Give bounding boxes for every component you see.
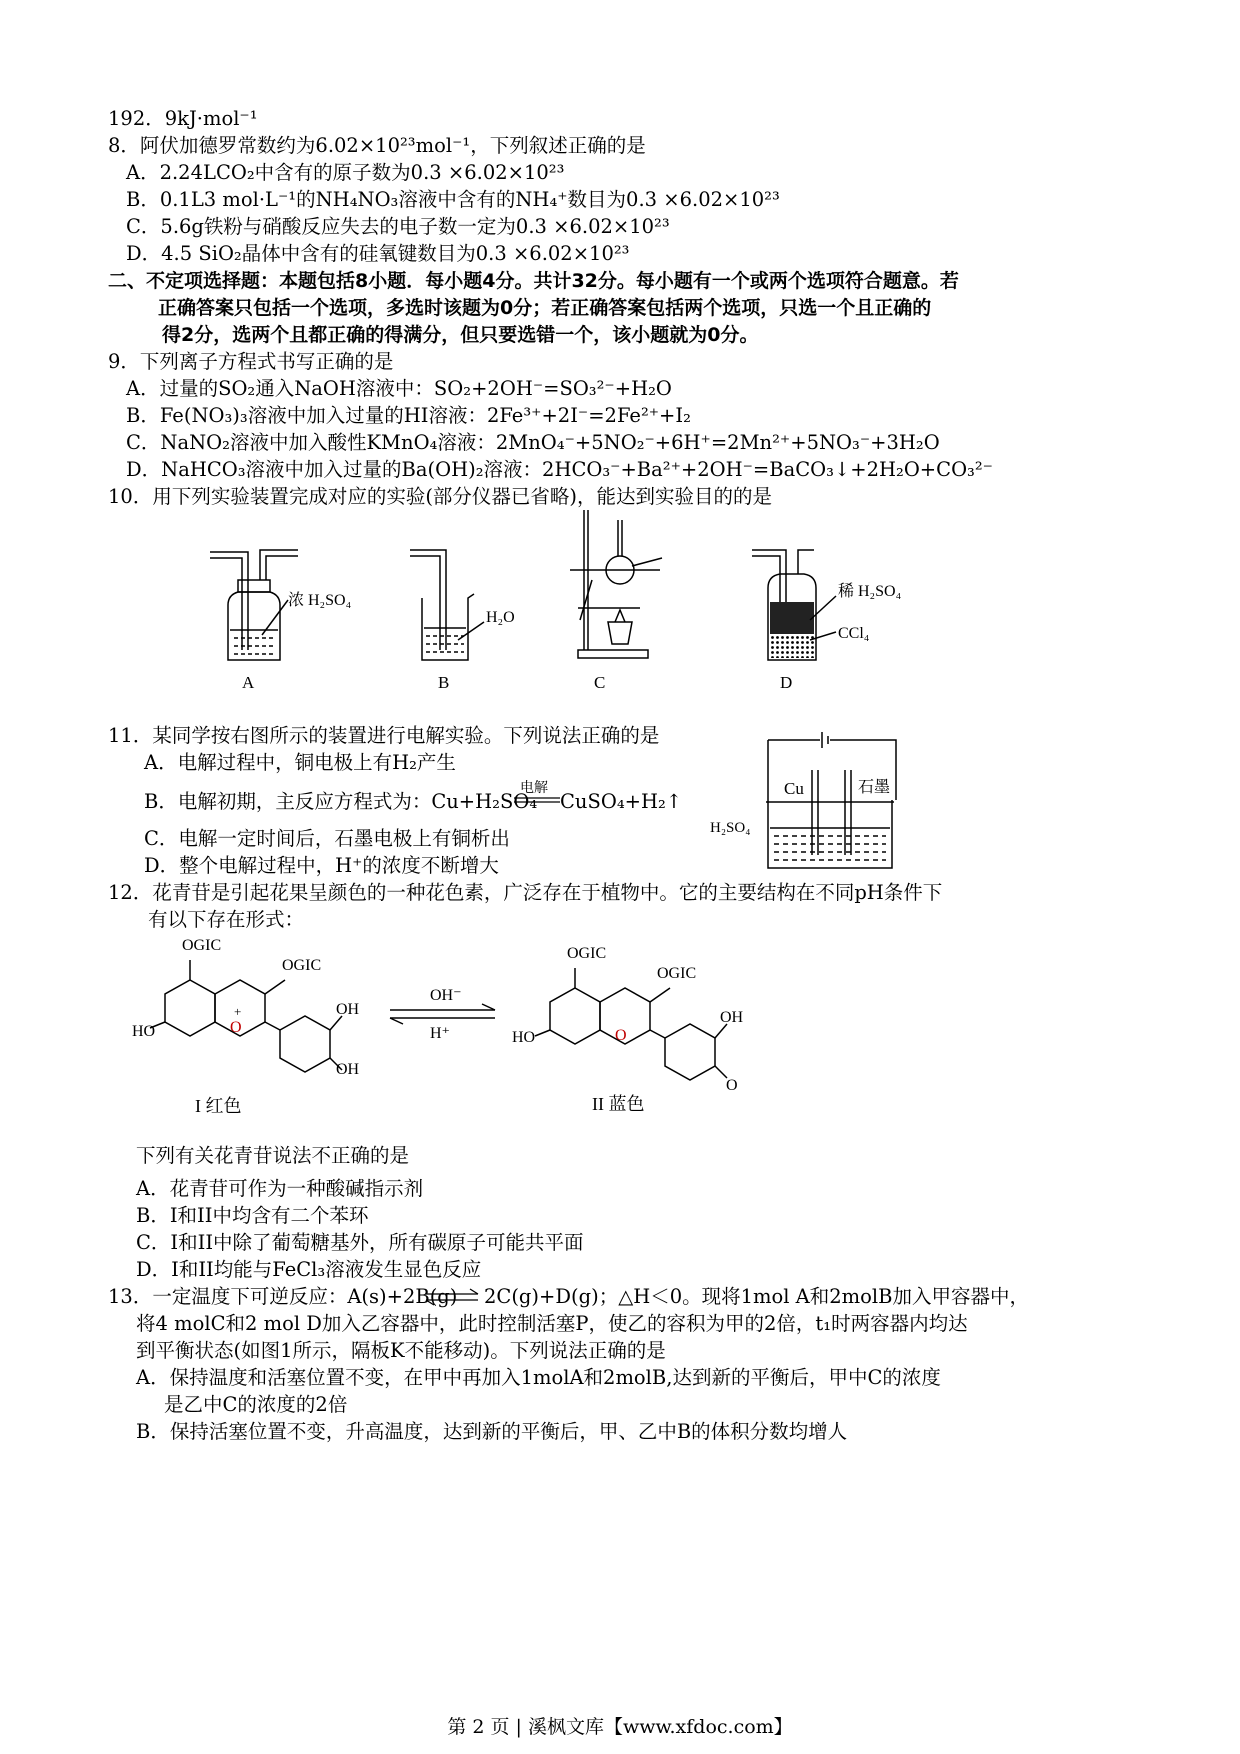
label-ketone-oxygen: O [726,1077,738,1094]
option-11b-product: CuSO₄+H₂↑ [560,790,683,813]
label-a: A [242,673,255,692]
question-9: 9．下列离子方程式书写正确的是 [108,350,394,373]
label-ogic: OGIC [567,945,607,962]
label-oh: OH [336,1061,360,1078]
label-graphite-electrode: 石墨 [858,779,891,796]
option-9a: A．过量的SO₂通入NaOH溶液中：SO₂+2OH⁻=SO₃²⁻+H₂O [126,377,672,400]
label-cu-electrode: Cu [784,779,804,798]
question-12: 12．花青苷是引起花果呈颜色的一种花色素，广泛存在于植物中。它的主要结构在不同pH条件下 [108,881,943,904]
option-8b: B．0.1L3 mol·L⁻¹的NH₄NO₃溶液中含有的NH₄⁺数目为0.3 ×6.02×10²³ [126,188,780,211]
label-oh: OH [720,1009,744,1026]
label-water: H₂O [486,609,515,626]
anthocyanin-structures [130,930,770,1115]
option-9d: D．NaHCO₃溶液中加入过量的Ba(OH)₂溶液：2HCO₃⁻+Ba²⁺+2OH⁻=BaCO₃↓+2H₂O+CO₃²⁻ [126,458,993,481]
question-13: 13．一定温度下可逆反应：A(s)+2B(g) [108,1285,458,1308]
option-11a: A．电解过程中，铜电极上有H₂产生 [144,751,456,774]
option-9c: C．NaNO₂溶液中加入酸性KMnO₄溶液：2MnO₄⁻+5NO₂⁻+6H⁺=2Mn²⁺+5NO₃⁻+3H₂O [126,431,940,454]
label-conc-h2so4: 浓 H₂SO₄ [288,592,352,609]
option-11b: B．电解初期，主反应方程式为：Cu+H₂SO₄ [144,790,538,813]
option-11c: C．电解一定时间后，石墨电极上有铜析出 [144,827,510,850]
option-8a: A．2.24LCO₂中含有的原子数为0.3 ×6.02×10²³ [126,161,565,184]
equilibrium-arrow [424,1286,482,1308]
caption-structure-i: I 红色 [195,1096,242,1115]
label-ho: HO [512,1029,536,1046]
option-8c: C．5.6g铁粉与硝酸反应失去的电子数一定为0.3 ×6.02×10²³ [126,215,670,238]
question-13-cont: 将4 molC和2 mol D加入乙容器中，此时控制活塞P，使乙的容积为甲的2倍，t₁时两容器内均达 [136,1312,968,1335]
apparatus-a [210,550,298,660]
label-plus: + [234,1004,242,1019]
section-2-text: 正确答案只包括一个选项，多选时该题为0分；若正确答案包括两个选项，只选一个且正确的 [158,297,932,319]
option-13a-cont: 是乙中C的浓度的2倍 [164,1393,348,1416]
question-10: 10．用下列实验装置完成对应的实验(部分仪器已省略)，能达到实验目的的是 [108,485,773,508]
option-12a: A．花青苷可作为一种酸碱指示剂 [136,1177,424,1200]
label-h2so4: H₂SO₄ [710,820,751,836]
electrolysis-figure [700,730,910,870]
section-2-text: 得2分，选两个且都正确的得满分，但只要选错一个，该小题就为0分。 [162,324,759,346]
label-d: D [780,673,793,692]
question-11: 11．某同学按右图所示的装置进行电解实验。下列说法正确的是 [108,724,660,747]
apparatus-d [752,550,836,660]
question-13-cont: 2C(g)+D(g)；△H＜0。现将1mol A和2molB加入甲容器中， [484,1285,1029,1308]
label-ogic: OGIC [657,965,697,982]
electrolysis-condition [512,780,562,810]
label-oxygen: O [615,1027,627,1044]
question-13-cont: 到平衡状态(如图1所示，隔板K不能移动)。下列说法正确的是 [136,1339,666,1362]
apparatus-b [410,550,484,660]
label-ccl4: CCl₄ [838,625,870,642]
question-12-cont: 有以下存在形式： [148,908,305,931]
option-12c: C．I和II中除了葡萄糖基外，所有碳原子可能共平面 [136,1231,584,1254]
label-ogic: OGIC [182,937,222,954]
apparatus-figure [200,510,920,695]
option-13b: B．保持活塞位置不变，升高温度，达到新的平衡后，甲、乙中B的体积分数均增人 [136,1420,848,1443]
option-12b: B．I和II中均含有二个苯环 [136,1204,369,1227]
label-dilute-h2so4: 稀 H₂SO₄ [838,583,902,600]
question-8: 8．阿伏加德罗常数约为6.02×10²³mol⁻¹，下列叙述正确的是 [108,134,646,157]
question-12-stem: 下列有关花青苷说法不正确的是 [136,1144,410,1167]
text-line: 192．9kJ·mol⁻¹ [108,107,258,130]
label-oh: OH [336,1001,360,1018]
label-ogic: OGIC [282,957,322,974]
option-13a: A．保持温度和活塞位置不变，在甲中再加入1molA和2molB,达到新的平衡后，甲中C的浓度 [136,1366,941,1389]
label-oxygen: O [230,1019,242,1036]
arrow-label-oh-minus: OH⁻ [430,987,462,1004]
option-9b: B．Fe(NO₃)₃溶液中加入过量的HI溶液：2Fe³⁺+2I⁻=2Fe²⁺+I₂ [126,404,691,427]
label-b: B [438,673,450,692]
apparatus-c [570,510,662,658]
option-11d: D．整个电解过程中，H⁺的浓度不断增大 [144,854,499,877]
option-12d: D．I和II均能与FeCl₃溶液发生显色反应 [136,1258,482,1281]
option-8d: D．4.5 SiO₂晶体中含有的硅氧键数目为0.3 ×6.02×10²³ [126,242,630,265]
condition-electrolysis: 电解 [520,781,548,796]
section-2-heading: 二、不定项选择题：本题包括8小题．每小题4分。共计32分。每小题有一个或两个选项符合题意。若 [108,270,959,292]
label-ho: HO [132,1023,156,1040]
page-footer: 第 2 页 | 溪枫文库【www.xfdoc.com】 [447,1716,793,1738]
caption-structure-ii: II 蓝色 [592,1094,645,1114]
arrow-label-h-plus: H⁺ [430,1025,450,1042]
label-c: C [594,673,606,692]
